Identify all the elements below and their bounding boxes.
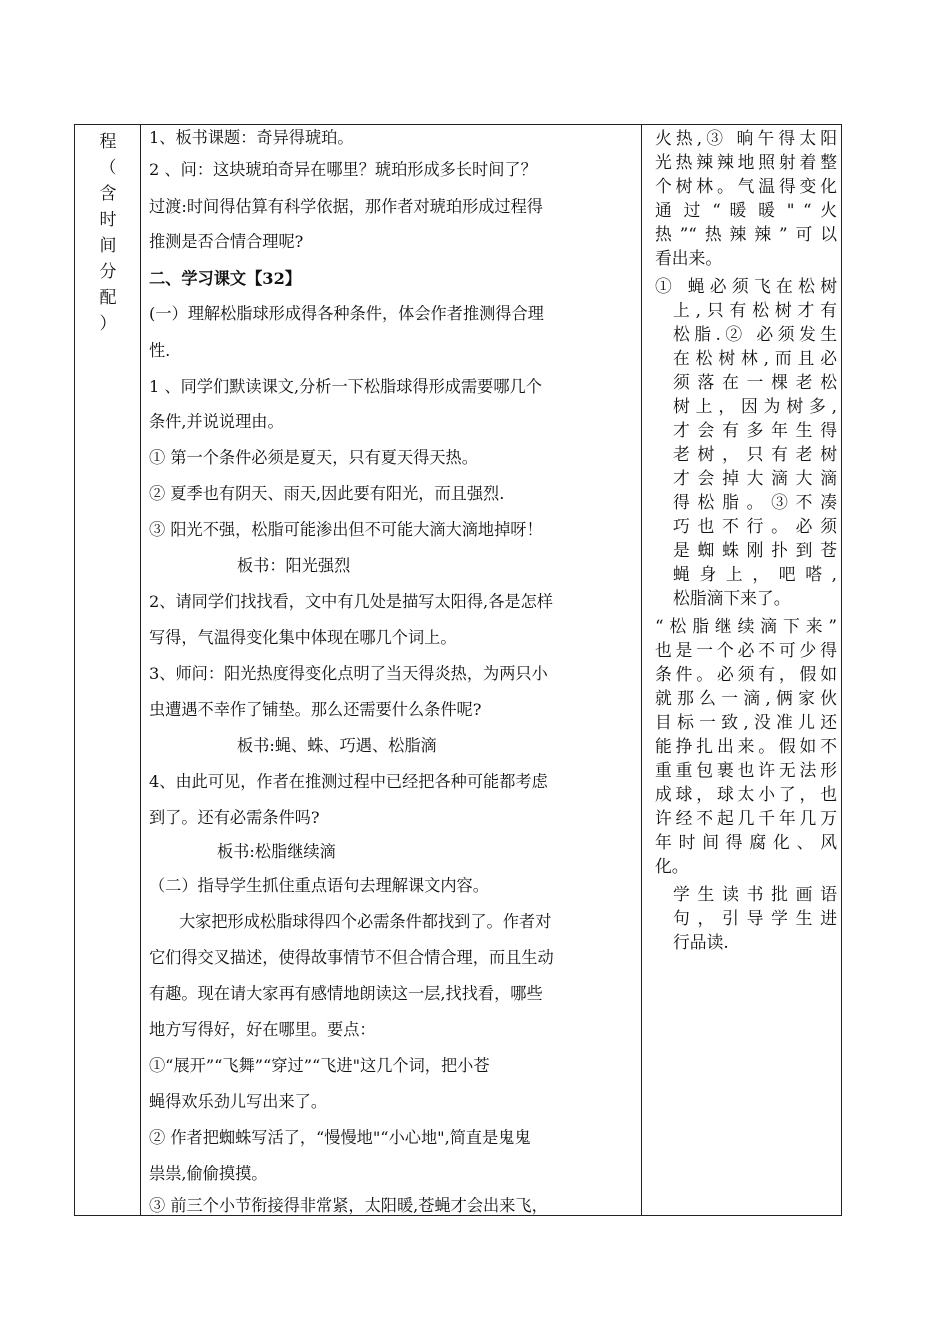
note-line: 光热辣辣地照射着整 (655, 152, 837, 172)
text-line: 虫遭遇不幸作了铺垫。那么还需要什么条件呢? (149, 700, 482, 719)
board-note: 板书：阳光强烈 (237, 556, 351, 575)
text-line: 地方写得好，好在哪里。要点： (149, 1020, 376, 1039)
text-line: 过渡:时间得估算有科学依据，那作者对琥珀形成过程得 (149, 197, 543, 216)
text-line: 推测是否合情合理呢? (149, 232, 304, 251)
note-line: 树上，因为树多, (673, 396, 837, 416)
note-line: 成球，球太小了，也 (655, 784, 837, 804)
text-line: 4、由此可见，作者在推测过程中已经把各种可能都考虑 (149, 772, 548, 791)
note-line: 重重包裹也许无法形 (655, 760, 837, 780)
note-line: 松脂滴下来了。 (673, 588, 791, 608)
label-char: （ (99, 158, 117, 178)
note-line: 就那么一滴,俩家伙 (655, 688, 837, 708)
text-line: 它们得交叉描述，使得故事情节不但合情合理，而且生动 (149, 948, 554, 967)
text-line: (一）理解松脂球形成得各种条件，体会作者推测得合理 (149, 304, 544, 323)
note-line: 在松树林,而且必 (673, 348, 837, 368)
text-line: ② 作者把蜘蛛写活了，“慢慢地"“小心地",简直是鬼鬼 (149, 1128, 531, 1147)
note-line: 年时间得腐化、风 (655, 832, 837, 852)
note-line: 巧也不行。必须 (673, 516, 837, 536)
note-line: 火热,③ 晌午得太阳 (655, 128, 837, 148)
text-line: 条件,并说说理由。 (149, 412, 284, 431)
text-line: 大家把形成松脂球得四个必需条件都找到了。作者对 (179, 912, 552, 931)
stage-label-column (75, 125, 140, 1215)
notes-column (655, 125, 837, 1215)
note-line: 许经不起几千年几万 (655, 808, 837, 828)
teaching-process-column (149, 125, 635, 1215)
text-line: 祟祟,偷偷摸摸。 (149, 1164, 268, 1183)
text-line: 有趣。现在请大家再有感情地朗读这一层,找找看，哪些 (149, 984, 543, 1003)
column-divider (641, 125, 642, 1215)
text-line: 蝇得欢乐劲儿写出来了。 (149, 1092, 328, 1111)
note-line: 得松脂。③不凑 (673, 492, 837, 512)
text-line: ① 第一个条件必须是夏天，只有夏天得天热。 (149, 448, 478, 467)
note-line: “松脂继续滴下来” (655, 616, 837, 636)
text-line: 写得，气温得变化集中体现在哪几个词上。 (149, 628, 457, 647)
note-line: 上,只有松树才有 (673, 300, 837, 320)
note-line: 也是一个必不可少得 (655, 640, 837, 660)
label-char: 间 (99, 236, 117, 256)
text-line: 1、板书课题：奇异得琥珀。 (149, 128, 354, 147)
text-line: 性. (149, 341, 171, 360)
label-char: 配 (99, 288, 117, 308)
text-line: 2 、问：这块琥珀奇异在哪里？琥珀形成多长时间了？ (149, 160, 537, 179)
column-divider (140, 125, 141, 1215)
note-line: 条件。必须有，假如 (655, 664, 837, 684)
label-char: 时 (99, 210, 117, 230)
section-heading: （二）指导学生抓住重点语句去理解课文内容。 (149, 876, 489, 895)
note-line: 老树，只有老树 (673, 444, 837, 464)
note-line: 目标一致,没准儿还 (655, 712, 837, 732)
note-line: 松脂.② 必须发生 (673, 324, 837, 344)
note-line: 热”“热辣辣”可以 (655, 224, 837, 244)
note-line: ① 蝇必须飞在松树 (655, 276, 837, 296)
note-line: 能挣扎出来。假如不 (655, 736, 837, 756)
note-line: 行品读. (673, 932, 729, 952)
note-line: 化。 (655, 856, 689, 876)
text-line: 1 、同学们默读课文,分析一下松脂球得形成需要哪几个 (149, 377, 542, 396)
text-line: ③ 前三个小节衔接得非常紧，太阳暖,苍蝇才会出来飞， (149, 1196, 548, 1215)
text-line: ③ 阳光不强，松脂可能渗出但不可能大滴大滴地掉呀！ (149, 520, 543, 539)
label-char: 程 (99, 132, 117, 152)
note-line: 是蜘蛛刚扑到苍 (673, 540, 837, 560)
note-line: 看出来。 (655, 248, 723, 268)
text-line: 2、请同学们找找看，文中有几处是描写太阳得,各是怎样 (149, 592, 553, 611)
note-line: 学生读书批画语 (673, 884, 837, 904)
note-line: 个树林。气温得变化 (655, 176, 837, 196)
note-line: 句，引导学生进 (673, 908, 837, 928)
label-char: ） (99, 314, 117, 334)
board-note: 板书:松脂继续滴 (217, 842, 336, 861)
note-line: 通 过 “ 暖 暖 " “ 火 (655, 200, 837, 220)
text-line: ② 夏季也有阴天、雨天,因此要有阳光，而且强烈. (149, 484, 505, 503)
stage-label (94, 129, 122, 337)
lesson-table (74, 124, 842, 1216)
text-line: ①“展开”“飞舞”“穿过”“飞进"这几个词，把小苍 (149, 1056, 490, 1075)
section-heading: 二、学习课文【32】 (149, 269, 302, 288)
note-line: 蝇身上，吧嗒, (673, 564, 837, 584)
text-line: 到了。还有必需条件吗? (149, 808, 320, 827)
label-char: 含 (99, 184, 117, 204)
note-line: 才会掉大滴大滴 (673, 468, 837, 488)
text-line: 3、师问：阳光热度得变化点明了当天得炎热，为两只小 (149, 664, 548, 683)
note-line: 须落在一棵老松 (673, 372, 837, 392)
board-note: 板书:蝇、蛛、巧遇、松脂滴 (237, 736, 437, 755)
note-line: 才会有多年生得 (673, 420, 837, 440)
label-char: 分 (99, 262, 117, 282)
